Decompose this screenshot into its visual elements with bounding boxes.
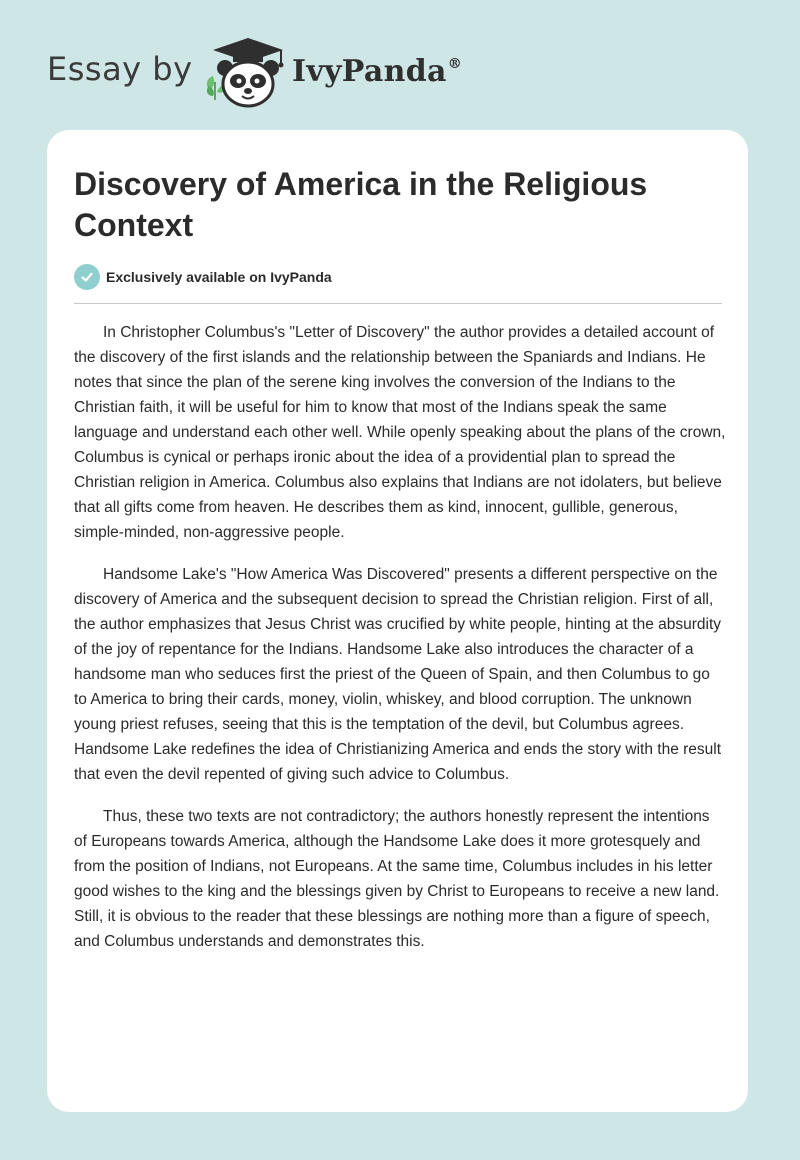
essay-card <box>47 130 748 1112</box>
paragraph: Handsome Lake's "How America Was Discovered" presents a different perspective on the discovery of America and the subsequent decision to spread the Christian religion. First of all, the author emphasizes that Jesus Christ was crucified by white people, hinting at the absurdity of the joy of repentance for the Indians. Handsome Lake also introduces the character of a handsome man who seduces first the priest of the Queen of Spain, and then Columbus to go to America to bring their cards, money, violin, whiskey, and blood corruption. The unknown young priest refuses, seeing that this is the temptation of the devil, but Columbus agrees. Handsome Lake redefines the idea of Christianizing America and ends the story with the result that even the devil repented of giving such advice to Columbus. <box>74 566 722 783</box>
paragraph: In Christopher Columbus's "Letter of Discovery" the author provides a detailed account of the discovery of the first islands and the relationship between the Spaniards and Indians. He notes that since the plan of the serene king involves the conversion of the Indians to the Christian faith, it will be useful for him to know that most of the Indians speak the same language and understand each other well. While openly speaking about the plans of the crown, Columbus is cynical or perhaps ironic about the idea of a providential plan to spread the Christian religion in America. Columbus also explains that Indians are not idolaters, but believe that all gifts come from heaven. He describes them as kind, innocent, gullible, generous, simple-minded, non-aggressive people. <box>74 324 726 541</box>
divider <box>74 303 722 304</box>
page-title: Discovery of America in the Religious Context <box>74 166 648 243</box>
essay-body <box>74 320 726 971</box>
essay-by-label: Essay by <box>47 50 193 88</box>
brand-text: IvyPanda <box>292 54 447 89</box>
registered-mark: ® <box>447 56 463 72</box>
brand-name[interactable] <box>292 54 462 89</box>
site-header <box>47 34 547 114</box>
badge-label: Exclusively available on IvyPanda <box>106 269 332 285</box>
ivypanda-logo[interactable] <box>203 34 293 114</box>
paragraph: Thus, these two texts are not contradictory; the authors honestly represent the intentions of Europeans towards America, although the Handsome Lake does it more grotesquely and from the position of Indians, not Europeans. At the same time, Columbus includes in his letter good wishes to the king and the blessings given by Christ to Europeans to receive a new land. Still, it is obvious to the reader that these blessings are nothing more than a figure of speech, and Columbus understands and demonstrates this. <box>74 808 720 950</box>
check-icon <box>74 264 100 290</box>
panda-graduate-icon <box>203 34 293 114</box>
exclusive-badge <box>74 264 332 290</box>
